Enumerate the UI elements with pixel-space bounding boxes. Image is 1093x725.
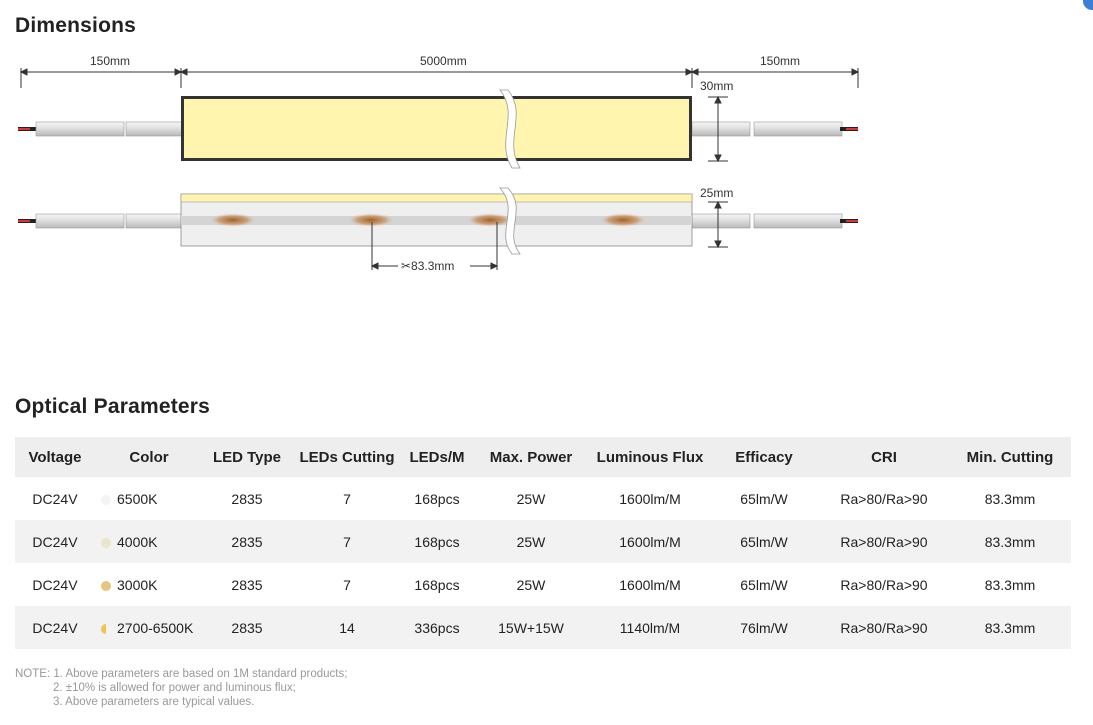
top-right-cable (692, 122, 858, 136)
dimension-line-length (181, 68, 692, 88)
table-row (15, 606, 1071, 649)
leds-per-m-cell: 168pcs (403, 520, 471, 563)
leds-per-m-cell: 336pcs (403, 606, 471, 649)
color-cell (95, 563, 203, 606)
header-min-cutting: Min. Cutting (949, 437, 1071, 477)
note-line: NOTE: 1. Above parameters are based on 1M standard products; (15, 668, 348, 680)
header-luminous-flux: Luminous Flux (591, 437, 709, 477)
leds-cutting-cell: 7 (291, 520, 403, 563)
header-led-type: LED Type (203, 437, 291, 477)
table-row (15, 563, 1071, 606)
top-left-cable (18, 122, 182, 136)
header-leds-per-m: LEDs/M (403, 437, 471, 477)
color-label: 2700-6500K (117, 619, 194, 636)
header-cri: CRI (819, 437, 949, 477)
min-cutting-cell: 83.3mm (984, 576, 1036, 593)
table-row (15, 477, 1071, 520)
table-header-row (15, 437, 1071, 477)
cri-cell: Ra>80/Ra>90 (819, 520, 949, 563)
led-chip (209, 213, 257, 227)
led-type-cell: 2835 (203, 606, 291, 649)
voltage-cell: DC24V (32, 576, 78, 593)
header-max-power: Max. Power (471, 437, 591, 477)
voltage-cell: DC24V (15, 606, 95, 649)
voltage-cell: DC24V (32, 490, 78, 507)
bottom-strip (181, 188, 692, 254)
led-chip (599, 213, 647, 227)
color-swatch-icon (101, 495, 111, 505)
min-cutting-cell: 83.3mm (984, 490, 1036, 507)
color-swatch-icon (101, 538, 111, 548)
led-type-cell: 2835 (203, 520, 291, 563)
cut-interval-label: ✂83.3mm (401, 259, 455, 273)
cri-cell: Ra>80/Ra>90 (819, 606, 949, 649)
efficacy-cell: 65lm/W (709, 520, 819, 563)
max-power-cell: 25W (471, 520, 591, 563)
color-label: 6500K (117, 490, 158, 507)
left-lead-label: 150mm (90, 54, 131, 68)
max-power-cell: 25W (516, 576, 546, 593)
color-swatch-icon (101, 624, 111, 634)
min-cutting-cell: 83.3mm (949, 606, 1071, 649)
leds-per-m-cell: 168pcs (414, 490, 460, 507)
luminous-flux-cell: 1600lm/M (619, 576, 681, 593)
bottom-right-cable (692, 214, 858, 228)
color-label: 3000K (117, 576, 158, 593)
color-cell (95, 606, 203, 649)
max-power-cell: 15W+15W (471, 606, 591, 649)
top-width-label: 30mm (700, 79, 734, 93)
optical-parameters-title: Optical Parameters (15, 395, 211, 418)
min-cutting-cell: 83.3mm (949, 520, 1071, 563)
length-label: 5000mm (420, 54, 467, 68)
notes (15, 667, 347, 709)
color-swatch-icon (101, 581, 111, 591)
optical-parameters-table (15, 437, 1071, 649)
efficacy-cell: 65lm/W (740, 576, 788, 593)
right-lead-label: 150mm (760, 54, 801, 68)
luminous-flux-cell: 1600lm/M (591, 520, 709, 563)
max-power-cell: 25W (516, 490, 546, 507)
luminous-flux-cell: 1140lm/M (591, 606, 709, 649)
note-line: 2. ±10% is allowed for power and luminous flux; (53, 682, 296, 694)
color-cell (95, 477, 203, 520)
dimensions-diagram (0, 50, 880, 280)
voltage-cell: DC24V (15, 520, 95, 563)
color-label: 4000K (117, 533, 158, 550)
efficacy-cell: 76lm/W (709, 606, 819, 649)
note-line: 3. Above parameters are typical values. (53, 696, 255, 708)
leds-per-m-cell: 168pcs (414, 576, 460, 593)
bottom-left-cable (18, 214, 182, 228)
dimensions-title: Dimensions (15, 14, 137, 37)
top-strip (181, 90, 692, 168)
header-efficacy: Efficacy (709, 437, 819, 477)
corner-badge (1083, 0, 1093, 10)
color-cell (95, 520, 203, 563)
cri-cell: Ra>80/Ra>90 (840, 576, 928, 593)
bottom-width-label: 25mm (700, 186, 734, 200)
leds-cutting-cell: 7 (343, 490, 351, 507)
cri-cell: Ra>80/Ra>90 (840, 490, 928, 507)
led-type-cell: 2835 (231, 576, 263, 593)
table-row (15, 520, 1071, 563)
efficacy-cell: 65lm/W (740, 490, 788, 507)
dimension-line-left (21, 68, 181, 88)
luminous-flux-cell: 1600lm/M (619, 490, 681, 507)
led-type-cell: 2835 (231, 490, 263, 507)
header-voltage: Voltage (15, 437, 95, 477)
leds-cutting-cell: 7 (343, 576, 351, 593)
led-chip (347, 213, 395, 227)
leds-cutting-cell: 14 (291, 606, 403, 649)
header-color: Color (95, 437, 203, 477)
header-leds-cutting: LEDs Cutting (291, 437, 403, 477)
